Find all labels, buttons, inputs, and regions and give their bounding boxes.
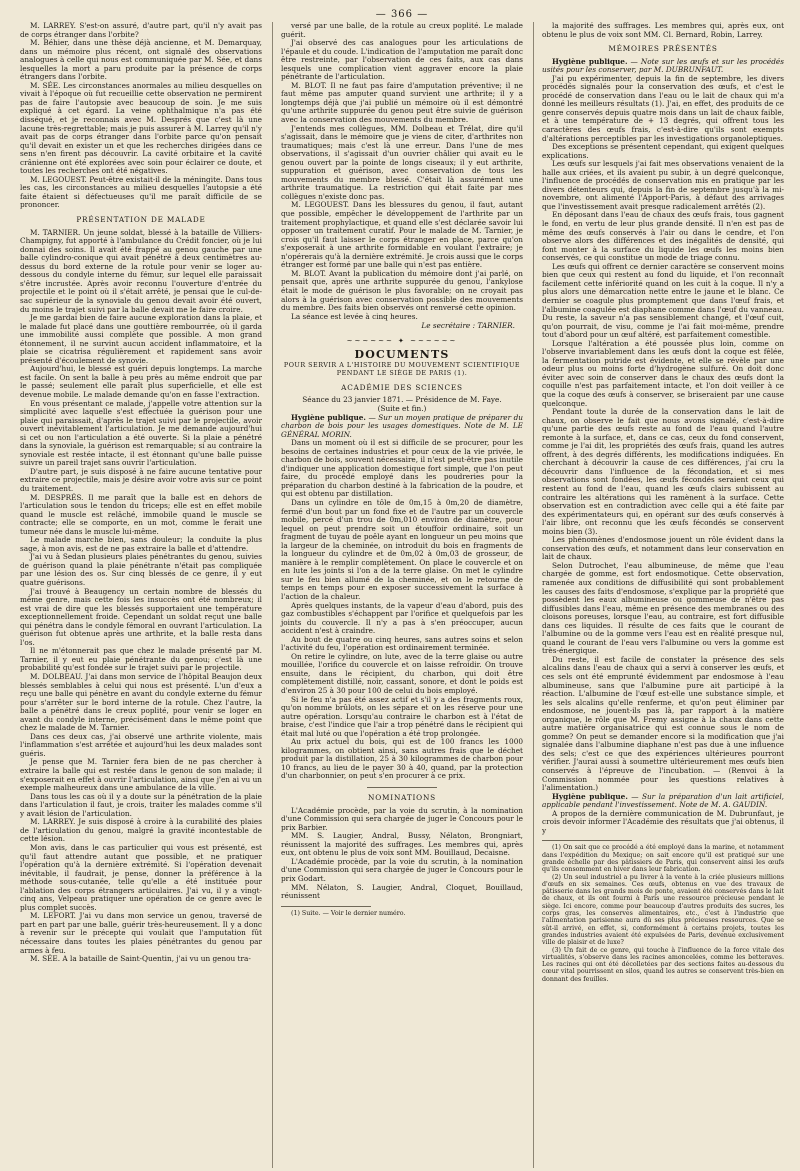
footnote-divider (281, 906, 371, 907)
page-number: — 366 — (375, 9, 429, 20)
paragraph: Si le feu n'a pas été assez actif et s'il y a des fragments roux, qu'on nomme brûlots, on les sépare et on les réserve pour une autre opération. Lorsqu'au contraire le charbon est à l'état de braise, c'est l'indice que l'air a trop pénétré dans le récipient qui était mal luté ou que l'opération a été trop prolongée. (281, 694, 523, 738)
paragraph: M. LEGOUEST. Peut-être existait-il de la méningite. Dans tous les cas, les circonstances au milieu desquelles l'autopsie a été faite étaient si défectueuses qu'il me paraît difficile de se prononcer. (20, 174, 262, 210)
paragraph: Du reste, il est facile de constater la présence des sels alcalins dans l'eau de chaux qui a servi à conserver les œufs, et ces sels ont été emprunté évidemment par endosmose à l'eau albumineuse, sans que l'albumine pure ait participé à la réaction. L'albumine de l'œuf est-elle une substance simple, et les sels alcalins qu'elle renferme, et qu'on peut éliminer par endosmose, ne jouent-ils pas là, par rapport à la matière organique, le rôle que M. Fremy assigne à la chaux dans cette autre matière organisatrice qui est connue sous le nom de gomme? On peut se demander encore si la modification que j'ai signalée dans l'albumine diaphane n'est pas due à une influence des sels; c'est ce que des expériences ultérieures pourront vérifier. J'aurai aussi à soumettre ultérieurement mes œufs bien conservés à l'épreuve de l'incubation. — (Renvoi à la Commission nommée pour les questions relatives à l'alimentation.) (542, 654, 784, 793)
paragraph: On retire le cylindre, on lute, avec de la terre glaise ou autre mouillée, l'orifice du couvercle et on laisse refroidir. On trouve ensuite, dans le récipient, du charbon, qui doit être complètement distillé, noir, cassant, sonore, et dont le poids est d'environ 25 à 30 pour 100 de celui du bois employé. (281, 651, 523, 696)
paragraph: Pendant toute la durée de la conservation dans le lait de chaux, on observe le fait que nous avons signalé, c'est-à-dire qu'une partie des œufs reste au fond de l'eau quand l'autre remonte à la surface, et, dans ce cas, ceux du fond conservent, comme je l'ai dit, les propriétés des œufs frais, quand les autres offrent, à des degrés différents, les modifications indiquées. En cherchant à découvrir la cause de ces différences, j'ai cru la découvrir dans l'influence de la fécondation, et si mes observations sont fondées, les œufs fécondés seraient ceux qui restent au fond de l'eau, quand les œufs clairs subissent au contraire les altérations qui les ramènent à la surface. Cette observation est en contradiction avec celle qui a été faite par des expérimentateurs qui, en opérant sur des œufs conservés à l'air libre, ont reconnu que les œufs fécondés se conservent moins bien (3). (542, 407, 784, 536)
paragraph: D'autre part, je suis disposé à ne faire aucune tentative pour extraire ce projectile, mais je désire avoir votre avis sur ce point du traitement. (20, 466, 262, 493)
paragraph: L'Académie procède, par la voie du scrutin, à la nomination d'une Commission qui sera chargée de juger le Concours pour le prix Godart. (281, 856, 523, 883)
footnote: (2) Un seul industriel a pu livrer à la vente à la criée plusieurs millions d'œufs en six semaines. Ces œufs, obtenus en vue des travaux de pâtisserie dans les grands mois de ponte, avaient été conservés dans le lait de chaux, et ils ont fourni à Paris une ressource précieuse pendant le siège. Ici encore, comme pour beaucoup d'autres produits des sucres, les corps gras, les conserves alimentaires, etc., c'est à l'industrie que l'alimentation parisienne aura dû ses plus précieuses ressources. Que se sût-il arrivé, en effet, si, conformément à certains projets, toutes les grandes industries avaient été expulsées de Paris, devenue exclusivement ville de plaisir et de luxe? (542, 873, 784, 947)
paragraph: En vous présentant ce malade, j'appelle votre attention sur la simplicité avec laquelle s'est effectuée la guérison pour une plaie qui paraissait, d'après le trajet suivi par le projectile, avoir ouvert inévitablement l'articulation. Je me demande aujourd'hui si cet ou non l'articulation a été ouverte. Si la plaie a pénétré dans la synoviale, la guérison est remarquable; si au contraire la synoviale est restée intacte, il est étonnant qu'une balle puisse suivre un pareil trajet sans ouvrir l'articulation. (20, 398, 262, 468)
rubric-label: Hygiène publique. (552, 56, 628, 66)
paragraph: Dans un cylindre en tôle de 0m,15 à 0m,20 de diamètre, fermé d'un bout par un fond fixe et de l'autre par un couvercle mobile, percé d'un trou de 0m,010 environ de diamètre, pour lequel on peut prendre soit un étouffoir ordinaire, soit un fragment de tuyau de poêle ayant en longueur un peu moins que la largeur de la cheminée, on introduit du bois en fragments de la longueur du cylindre et de 0m,02 à 0m,03 de grosseur, de manière à le remplir complètement. On place le couvercle et on en lute les joints si l'on a de la terre glaise. On met le cylindre sur le feu bien allumé de la cheminée, et on le retourne de temps en temps pour en exposer successivement la surface à l'action de la chaleur. (281, 497, 523, 601)
paragraph: Des exceptions se présentent cependant, qui exigent quelques explications. (542, 142, 784, 160)
paragraph: La séance est levée à cinq heures. (291, 311, 418, 321)
paragraph: Selon Dutrochet, l'eau albumineuse, de même que l'eau chargée de gomme, est fort endosmotique. Cette observation, ramenée aux conditions de diffusibilité qui sont probablement les causes des faits d'endosmose, s'explique par la propriété que possèdent les eaux albumineuse ou gommeuse de n'être pas diffusibles dans l'eau, même en présence des membranes ou des cloisons poreuses, lorsque l'eau, au contraire, est fort diffusible dans ces liquides. Il résulte de ces faits que le courant de l'albumine ou de la gomme vers l'eau est en réalité presque nul, quand le courant de l'eau vers l'albumine ou vers la gomme est très-énergique. (542, 560, 784, 656)
paragraph: En déposant dans l'eau de chaux des œufs frais, tous gagnent le fond, en vertu de leur plus grande densité. Il n'en est pas de même des œufs conservés à l'air ou dans le cendre, et l'on observe alors des différences et des inégalités de densité, qui font monter à la surface du liquide les œufs les moins bien conservés, ce qui constitue un mode de triage connu. (542, 210, 784, 263)
paragraph: Au bout de quatre ou cinq heures, sans autres soins et selon l'activité du feu, l'opération est ordinairement terminée. (281, 634, 523, 653)
ornament-divider-icon: ~~~~~~ ✦ ~~~~~~ (346, 336, 458, 345)
paragraph: J'ai trouvé à Beaugency un certain nombre de blessés du même genre, mais cette fois les insuccès ont été nombreux; il est vrai de dire que les blessés supportaient une température exceptionnellement froide. Cependant un soldat reçut une balle qui pénétra dans le condyle fémoral en ouvrant l'articulation. La guérison fut obtenue après une arthrite, et la balle resta dans l'os. (20, 586, 262, 647)
paragraph: M. Béhier, dans une thèse déjà ancienne, et M. Demarquay, dans un mémoire plus récent, ont signalé des observations analogues à celle qui nous est communiquée par M. Sée, et dans lesquelles la mort a paru produite par la présence de corps étrangers dans l'orbite. (20, 38, 262, 82)
paragraph: M. TARNIER. Un jeune soldat, blessé à la bataille de Villiers-Champigny, fut apporté à l'ambulance du Crédit foncier, où je lui donnai des soins. Il avait été frappé au genou gauche par une balle cylindro-conique qui avait pénétré à deux centimètres au-dessus du bord externe de la rotule pour venir se loger au-dessous du condyle interne du fémur, sur lequel elle paraissait s'être incrustée. Après avoir reconnu l'ouverture d'entrée du projectile et le point où il s'était arrêté, je pensai que le cul-de-sac supérieur de la synoviale du genou devait avoir été ouvert, du moins le trajet suivi par la balle devait me le faire croire. (20, 227, 262, 314)
suite-note: (Suite et fin.) (377, 403, 427, 413)
paragraph: Je pense que M. Tarnier fera bien de ne pas chercher à extraire la balle qui est restée dans le genou de son malade; il s'exposerait en effet à ouvrir l'articulation, ainsi que j'en ai vu un exemple malheureux dans une ambulance de la ville. (20, 757, 262, 793)
paragraph: M. BLOT. Il ne faut pas faire d'amputation préventive; il ne faut même pas amputer quand survient une arthrite; il y a longtemps déjà que j'ai publié un mémoire où il est démontré qu'une arthrite suppurée du genou peut être suivie de guérison avec la conservation des mouvements du membre. (281, 80, 523, 125)
session-line: Séance du 23 janvier 1871. — Présidence de M. Faye. (302, 395, 502, 405)
column-middle (272, 22, 523, 1168)
paragraph: J'ai vu à Sedan plusieurs plaies pénétrantes du genou, suivies de guérison quand la plaie pénétrante n'était pas compliquée par une lésion des os. Sur cinq blessés de ce genre, il y eut quatre guérisons. (20, 552, 262, 587)
paragraph: J'entends mes collègues, MM. Dolbeau et Trélat, dire qu'il s'agissait, dans le mémoire que je viens de citer, d'arthrites non traumatiques; mais c'est là une erreur. Dans l'une de mes observations, il s'agissait d'un ouvrier châlier qui avait eu le genou ouvert par la pointe de longs ciseaux; il y eut arthrite, suppuration et guérison, avec conservation de tous les mouvements du membre blessé. C'était là assurément une arthrite traumatique. La restriction qui était faite par mes collègues n'existe donc pas. (281, 123, 523, 201)
paragraph: versé par une balle, de la rotule au creux poplité. Le malade guérit. (281, 22, 523, 39)
paragraph: Au prix actuel du bois, qui est de 100 francs les 1000 kilogrammes, on obtient ainsi, sans autres frais que le déchet produit par la distillation, 25 à 30 kilogrammes de charbon pour 10 francs, au lieu de le payer 30 à 40, quand, par la protection d'un charbonnier, on peut s'en procurer à ce prix. (281, 737, 523, 781)
paragraph: Les œufs qui offrent ce dernier caractère se conservent moins bien que ceux qui restent au fond du liquide, et l'on reconnaît facilement cette infériorité quand on les cuit à la coque. Il n'y a plus alors une démarcation nette entre le jaune et le blanc. Ce dernier se coagule plus promptement que dans l'œuf frais, et l'albumine coagulée est diaphane comme dans l'œuf du vanneau. Du reste, la saveur n'a pas sensiblement changé, et l'œuf cuit, qu'on pourrait, de visu, comme je l'ai fait moi-même, prendre tout d'abord pour un œuf altéré, est parfaitement comestible. (542, 261, 784, 340)
paragraph: Dans tous les cas où il y a doute sur la pénétration de la plaie dans l'articulation il faut, je crois, traiter les malades comme s'il y avait lésion de l'articulation. (20, 791, 262, 818)
note-title: — Sur la préparation d'un lait artificiel, applicable pendant l'investissement. Note de M. A. GAUDIN. (542, 791, 784, 810)
paragraph: MM. S. Laugier, Andral, Bussy, Nélaton, Brongniart, réunissent la majorité des suffrages. Les membres qui, après eux, ont obtenu le plus de voix sont MM. Bouillaud, Decaisne. (281, 831, 523, 858)
paragraph: Les œufs sur lesquels j'ai fait mes observations venaient de la halle aux criées, et ils avaient pu subir, à un degré quelconque, l'influence de procédés de conservation mis en pratique par les divers détenteurs qui, depuis la fin de septembre jusqu'à la mi-novembre, ont alimenté l'Apport-Paris, à défaut des arrivages que l'investissement avait presque radicalement arrêtés (2). (542, 159, 784, 211)
paragraph: MM. Nélaton, S. Laugier, Andral, Cloquet, Bouillaud, réunissent (281, 882, 523, 901)
paragraph: M. LEFORT. J'ai vu dans mon service un genou, traversé de part en part par une balle, guérir très-heureusement. Il y a donc à revenir sur le précepte qui voulait que l'amputation fût nécessaire dans toutes les plaies pénétrantes du genou par armes à feu. (20, 911, 262, 955)
rubric-label: Hygiène publique. (291, 412, 366, 422)
paragraph: Lorsque l'altération a été poussée plus loin, comme on l'observe invariablement dans les œufs dont la coque est fêlée, la fermentation putride est évidente, et elle se révèle par une odeur plus ou moins forte d'hydrogène sulfuré. On doit donc éviter avec soin de conserver dans le chaux des œufs dont la coquille n'est pas parfaitement intacte, et l'on doit veiller à ce que la coque des œufs à conserver, se briseraient par une cause quelconque. (542, 338, 784, 408)
paragraph: M. LARREY. Je suis disposé à croire à la curabilité des plaies de l'articulation du genou, malgré la gravité incontestable de cette lésion. (20, 817, 262, 844)
column-right (533, 22, 784, 1168)
paragraph: Je me gardai bien de faire aucune exploration dans la plaie, et le malade fut placé dans une gouttière rembourrée, où il garda une immobilité aussi complète que possible. A mon grand étonnement, il ne survint aucun accident inflammatoire, et la plaie se cicatrisa régulièrement et rapidement sans avoir présenté d'écoulement de synovie. (20, 313, 262, 365)
footnote: (1) On sait que ce procédé a été employé dans la marine, et notamment dans l'expédition du Mexique; on sait encore qu'il est pratiqué sur une grande échelle par des pâtissiers de Paris, qui conservent ainsi les œufs qu'ils consomment en hiver dans leur fabrication. (542, 844, 784, 874)
note-title: — Note sur les œufs et sur les procédés usités pour les conserver, par M. DUBRUNFAUT. (542, 56, 784, 75)
paragraph: Aujourd'hui, le blessé est guéri depuis longtemps. La marche est facile. On sent la balle à peu près au même endroit que par le passé; seulement elle paraît plus superficielle, et elle est devenue mobile. Le malade demande qu'on en fasse l'extraction. (20, 364, 262, 399)
paragraph: L'Académie procède, par la voie du scrutin, à la nomination d'une Commission qui sera chargée de juger le Concours pour le prix Barbier. (281, 805, 523, 832)
documents-title: DOCUMENTS (354, 348, 450, 362)
paragraph: Le malade marche bien, sans douleur; la conduite la plus sage, à mon avis, est de ne pas extraire la balle et d'attendre. (20, 535, 262, 553)
secretary-signature: Le secrétaire : TARNIER. (421, 321, 515, 331)
paragraph: A propos de la dernière communication de M. Dubrunfaut, je crois devoir informer l'Académie des résultats que j'ai obtenus, il y (542, 808, 784, 835)
paragraph: M. BLOT. Avant la publication du mémoire dont j'ai parlé, on pensait que, après une arthrite suppurée du genou, l'ankylose était le mode de guérison le plus favorable; on ne croyait pas alors à la guérison avec conservation possible des mouvements du membre. Des faits bien observés ont renversé cette opinion. (281, 268, 523, 313)
paragraph: Après quelques instants, de la vapeur d'eau d'abord, puis des gaz combustibles s'échappent par l'orifice et quelquefois par les joints du couvercle. Il n'y a pas à s'en préoccuper, aucun accident n'est à craindre. (281, 600, 523, 636)
paragraph: M. SÉE. Les circonstances anormales au milieu desquelles on vivait à l'époque où fut recueillie cette observation ne permirent pas de faire l'autopsie avec beaucoup de soin. Je me suis expliqué à cet égard. La veine ophthalmique n'a pas été disséqué, et je reconnais avec M. Després que c'est là une lacune très-regrettable; mais je puis assurer à M. Larrey qu'il n'y avait pas de corps étranger dans l'orbite parce qu'on pensait qu'il devait en exister un et que les recherches dirigées dans ce sens n'en firent pas découvrir. La cavité orbitaire et la cavité crânienne ont été explorées avec soin pour éclairer ce doute, et toutes les recherches ont été négatives. (20, 80, 262, 176)
rubric-label: Hygiène publique. (552, 791, 628, 801)
footnote-divider (542, 840, 632, 841)
academy-heading: ACADÉMIE DES SCIENCES (341, 382, 463, 392)
paragraph: Mon avis, dans le cas particulier qui vous est présenté, est qu'il faut attendre autant que possible, et ne pratiquer l'opération qu'à la dernière extrémité. Si l'opération devenait inévitable, il faudrait, je pense, donner la préférence à la méthode sous-cutanée, telle qu'elle a été instituée pour l'ablation des corps étrangers articulaires. J'ai vu, il y a vingt-cinq ans, Velpeau pratiquer une opération de ce genre avec le plus complet succès. (20, 842, 262, 912)
paragraph: M. LEGOUEST. Dans les blessures du genou, il faut, autant que possible, empêcher le développement de l'arthrite par un traitement prophylactique, et quand elle s'est déclarée savoir lui opposer un traitement curatif. Pour le malade de M. Tarnier, je crois qu'il faut laisser le corps étranger en place, parce qu'on s'exposerait à une arthrite formidable en voulant l'extraire; je n'opérerais qu'à la dernière extrémité. Je crois aussi que le corps étranger est formé par une balle qui n'est pas entière. (281, 200, 523, 270)
section-heading: MÉMOIRES PRÉSENTÉS (608, 44, 718, 54)
nominations-heading: NOMINATIONS (368, 793, 436, 803)
footnote: (3) Un fait de ce genre, qui touche à l'influence de la force vitale des virtualités, s'observe dans les racines amoncelées, comme les betteraves. Les racines qui ont été décolletées par des sections faites au-dessous du cœur vital pourrissent en silos, quand les autres se conservent très-bien en donnant des feuilles. (542, 946, 784, 983)
paragraph: Dans ces deux cas, j'ai observé une arthrite violente, mais l'inflammation s'est arrêtée et aujourd'hui les deux malades sont guéris. (20, 731, 262, 758)
paragraph: M. SÉE. A la bataille de Saint-Quentin, j'ai vu un genou tra- (30, 954, 251, 964)
columns (20, 22, 784, 1168)
section-heading: PRÉSENTATION DE MALADE (76, 215, 206, 225)
paragraph (281, 414, 523, 440)
paragraph: M. LARREY. S'est-on assuré, d'autre part, qu'il n'y avait pas de corps étranger dans l'orbite? (20, 22, 262, 39)
documents-subtitle: POUR SERVIR A L'HISTOIRE DU MOUVEMENT SCIENTIFIQUE PENDANT LE SIÈGE DE PARIS (1). (283, 360, 521, 378)
paragraph (542, 793, 784, 810)
paragraph: M. DESPRÉS. Il me paraît que la balle est en dehors de l'articulation sous le tendon du triceps; elle est en effet mobile quand le muscle est relâché, immobile quand le muscle se contracte; elle se comporte, en un mot, comme le ferait une tumeur née dans le muscle lui-même. (20, 492, 262, 536)
paragraph: Dans un moment où il est si difficile de se procurer, pour les besoins de certaines industries et pour ceux de la vie privée, le charbon de bois, souvent nécessaire, il n'est peut-être pas inutile d'indiquer une application domestique fort simple, que l'on peut faire, du procédé employé dans les poudreries pour la préparation du charbon destiné à la fabrication de la poudre, et qui est obtenu par distillation. (281, 438, 523, 499)
paragraph: Il ne m'étonnerait pas que chez le malade présenté par M. Tarnier, il y eut eu plaie pénétrante du genou; c'est là une probabilité qu'est fondée sur le trajet suivi par le projectile. (20, 646, 262, 673)
note-title: — Sur un moyen pratique de préparer du charbon de bois pour les usages domestiques. Note de M. LE GÉNÉRAL MORIN. (281, 412, 523, 439)
paragraph: J'ai pu expérimenter, depuis la fin de septembre, les divers procédés signalés pour la conservation des œufs, et c'est le procédé de conservation dans l'eau ou le lait de chaux qui m'a donné les meilleurs résultats (1). J'ai, en effet, des produits de ce genre conservés depuis quatre mois dans un lait de chaux faible, et à une température de + 13 degrés, qui offrent tous les caractères des œufs frais, c'est-à-dire qu'ils sont exempts d'altérations perceptibles par les investigations organoleptiques. (542, 73, 784, 143)
paragraph: la majorité des suffrages. Les membres qui, après eux, ont obtenu le plus de voix sont MM. Cl. Bernard, Robin, Larrey. (542, 22, 784, 39)
paragraph: M. DOLBEAU. J'ai dans mon service de l'hôpital Beaujon deux blessés semblables à celui qui nous est présenté. L'un d'eux a reçu une balle qui pénètre en avant du condyle externe du fémur pour s'arrêter sur le bord interne de la rotule. Chez l'autre, la balle a pénétré dans le creux poplité, pour venir se loger en avant du condyle interne, précisément dans le même point que chez le malade de M. Tarnier. (20, 672, 262, 733)
paragraph: J'ai observé des cas analogues pour les articulations de l'épaule et du coude. L'indication de l'amputation me paraît donc être restreinte, par l'observation de ces faits, aux cas dans lesquels une complication vient aggraver encore la plaie pénétrante de l'articulation. (281, 38, 523, 82)
divider (367, 787, 437, 788)
footnote: (1) Suite. — Voir le dernier numéro. (291, 909, 406, 917)
paragraph: Les phénomènes d'endosmose jouent un rôle évident dans la conservation des œufs, et notamment dans leur conservation en lait de chaux. (542, 535, 784, 562)
column-left (20, 22, 262, 1168)
paragraph (542, 58, 784, 75)
